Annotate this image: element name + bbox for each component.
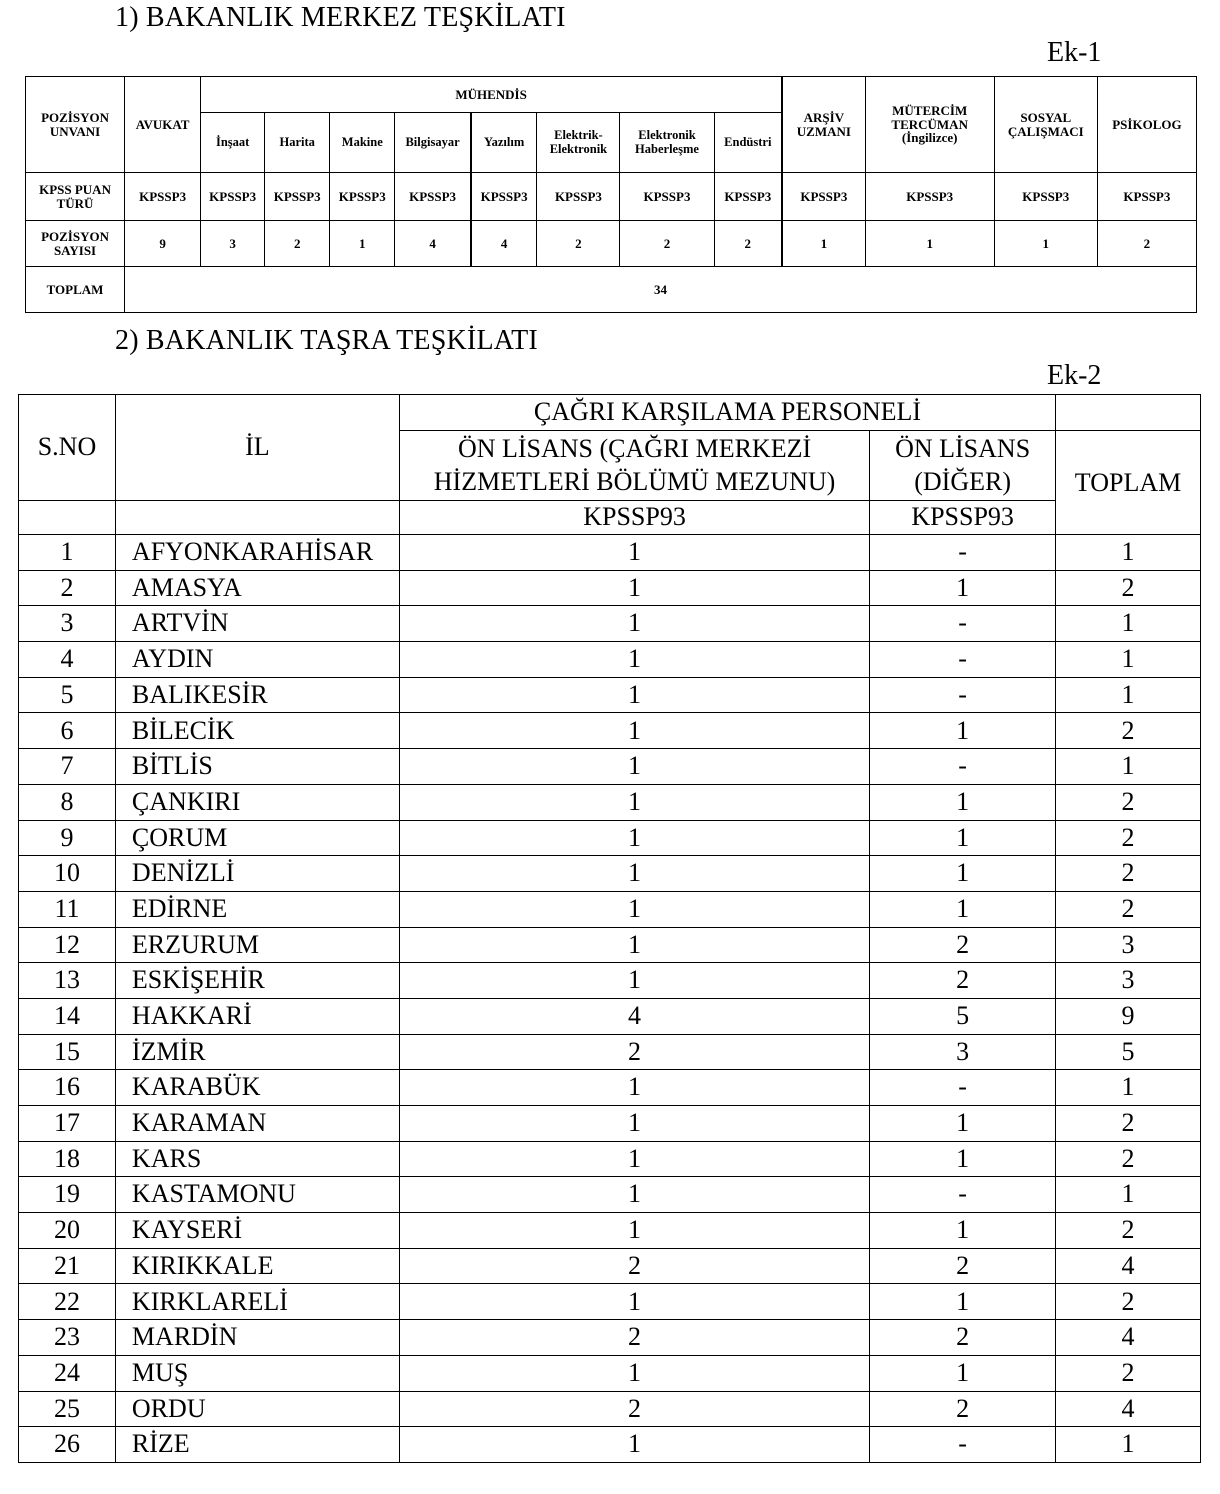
onlisans-diger-cell: 1: [870, 1213, 1056, 1249]
il-cell: AYDIN: [115, 642, 399, 678]
toplam-cell: 2: [1056, 1213, 1201, 1249]
position-count-cell: 2: [537, 221, 620, 267]
table-row: [19, 1213, 1201, 1249]
table-row: [19, 1141, 1201, 1177]
sno-cell: 23: [19, 1320, 116, 1356]
sno-cell: 6: [19, 713, 116, 749]
onlisans-cagri-cell: 1: [399, 891, 869, 927]
il-cell: EDİRNE: [115, 891, 399, 927]
toplam-cell: 2: [1056, 856, 1201, 892]
position-count-label: POZİSYON SAYISI: [26, 221, 125, 267]
onlisans-diger-cell: 2: [870, 1391, 1056, 1427]
kpss-cell: KPSSP3: [265, 173, 330, 221]
onlisans-diger-header: ÖN LİSANS (DİĞER): [870, 431, 1056, 501]
toplam-cell: 1: [1056, 606, 1201, 642]
sno-subheader-empty: [19, 501, 116, 535]
sno-cell: 21: [19, 1248, 116, 1284]
onlisans-cagri-cell: 1: [399, 1106, 869, 1142]
sno-cell: 16: [19, 1070, 116, 1106]
table-row: [19, 784, 1201, 820]
toplam-cell: 9: [1056, 998, 1201, 1034]
muhendis-subheader: Bilgisayar: [395, 113, 471, 173]
onlisans-cagri-cell: 1: [399, 1427, 869, 1463]
il-cell: ARTVİN: [115, 606, 399, 642]
position-count-cell: 2: [714, 221, 782, 267]
onlisans-cagri-cell: 1: [399, 784, 869, 820]
personnel-group-header: ÇAĞRI KARŞILAMA PERSONELİ: [399, 395, 1055, 431]
table-row: [19, 820, 1201, 856]
sno-cell: 2: [19, 570, 116, 606]
onlisans-diger-cell: -: [870, 606, 1056, 642]
sno-cell: 5: [19, 677, 116, 713]
il-cell: KAYSERİ: [115, 1213, 399, 1249]
table-row: [19, 998, 1201, 1034]
table-row: [19, 1106, 1201, 1142]
onlisans-cagri-cell: 1: [399, 535, 869, 571]
sno-cell: 7: [19, 749, 116, 785]
position-count-cell: 9: [125, 221, 201, 267]
toplam-cell: 1: [1056, 1070, 1201, 1106]
sno-header: S.NO: [19, 395, 116, 501]
table-row: [19, 1248, 1201, 1284]
onlisans-cagri-cell: 1: [399, 606, 869, 642]
onlisans-cagri-cell: 2: [399, 1320, 869, 1356]
onlisans-diger-cell: 2: [870, 1320, 1056, 1356]
kpss-cagri-header: KPSSP93: [399, 501, 869, 535]
il-cell: KASTAMONU: [115, 1177, 399, 1213]
onlisans-diger-cell: -: [870, 1070, 1056, 1106]
toplam-cell: 2: [1056, 1141, 1201, 1177]
sno-cell: 24: [19, 1355, 116, 1391]
toplam-cell: 4: [1056, 1248, 1201, 1284]
provincial-organization-table: [18, 394, 1201, 1463]
toplam-cell: 1: [1056, 535, 1201, 571]
onlisans-cagri-cell: 1: [399, 1141, 869, 1177]
onlisans-cagri-cell: 1: [399, 1177, 869, 1213]
table-row: [19, 1427, 1201, 1463]
table-row: [19, 1391, 1201, 1427]
position-count-cell: 1: [865, 221, 994, 267]
toplam-header: TOPLAM: [1056, 431, 1201, 535]
muhendis-subheader: Endüstri: [714, 113, 782, 173]
total-label: TOPLAM: [26, 267, 125, 313]
sno-cell: 4: [19, 642, 116, 678]
sno-cell: 17: [19, 1106, 116, 1142]
il-cell: BİLECİK: [115, 713, 399, 749]
onlisans-diger-cell: 5: [870, 998, 1056, 1034]
onlisans-diger-cell: -: [870, 1427, 1056, 1463]
onlisans-cagri-cell: 1: [399, 642, 869, 678]
avukat-header: AVUKAT: [125, 77, 201, 173]
sno-cell: 13: [19, 963, 116, 999]
sno-cell: 22: [19, 1284, 116, 1320]
toplam-cell: 2: [1056, 713, 1201, 749]
kpss-cell: KPSSP3: [201, 173, 265, 221]
sno-cell: 26: [19, 1427, 116, 1463]
sno-cell: 20: [19, 1213, 116, 1249]
il-cell: ORDU: [115, 1391, 399, 1427]
onlisans-cagri-cell: 1: [399, 856, 869, 892]
sosyal-calismaci-header: SOSYAL ÇALIŞMACI: [994, 77, 1097, 173]
position-count-cell: 1: [994, 221, 1097, 267]
onlisans-cagri-cell: 1: [399, 713, 869, 749]
kpss-cell: KPSSP3: [471, 173, 537, 221]
position-count-cell: 1: [782, 221, 865, 267]
onlisans-diger-cell: 2: [870, 963, 1056, 999]
central-organization-table: [25, 76, 1197, 313]
il-cell: HAKKARİ: [115, 998, 399, 1034]
il-cell: ÇORUM: [115, 820, 399, 856]
il-header: İL: [115, 395, 399, 501]
total-row: [26, 267, 1197, 313]
il-cell: ESKİŞEHİR: [115, 963, 399, 999]
table-row: [19, 1284, 1201, 1320]
table-row: [19, 963, 1201, 999]
arsiv-uzmani-header: ARŞİV UZMANI: [782, 77, 865, 173]
kpss-row-label: KPSS PUAN TÜRÜ: [26, 173, 125, 221]
kpss-cell: KPSSP3: [620, 173, 714, 221]
position-count-cell: 2: [620, 221, 714, 267]
toplam-cell: 5: [1056, 1034, 1201, 1070]
kpss-row: [26, 173, 1197, 221]
onlisans-cagri-cell: 1: [399, 749, 869, 785]
sno-cell: 14: [19, 998, 116, 1034]
toplam-cell: 2: [1056, 1355, 1201, 1391]
il-cell: RİZE: [115, 1427, 399, 1463]
table-row: [19, 1177, 1201, 1213]
il-cell: KIRKLARELİ: [115, 1284, 399, 1320]
il-cell: AMASYA: [115, 570, 399, 606]
table-row: [19, 891, 1201, 927]
il-cell: KARABÜK: [115, 1070, 399, 1106]
position-count-cell: 1: [330, 221, 395, 267]
toplam-header-top: [1056, 395, 1201, 431]
onlisans-cagri-header: ÖN LİSANS (ÇAĞRI MERKEZİ HİZMETLERİ BÖLÜMÜ MEZUNU): [399, 431, 869, 501]
sno-cell: 12: [19, 927, 116, 963]
sno-cell: 10: [19, 856, 116, 892]
il-cell: BALIKESİR: [115, 677, 399, 713]
onlisans-diger-cell: -: [870, 677, 1056, 713]
table-row: [19, 1320, 1201, 1356]
position-count-cell: 2: [265, 221, 330, 267]
toplam-cell: 2: [1056, 1284, 1201, 1320]
section2-annex-label: Ek-2: [1047, 360, 1102, 391]
onlisans-diger-cell: 1: [870, 856, 1056, 892]
il-cell: BİTLİS: [115, 749, 399, 785]
onlisans-cagri-cell: 1: [399, 1355, 869, 1391]
muhendis-subheader: Harita: [265, 113, 330, 173]
onlisans-cagri-cell: 1: [399, 1284, 869, 1320]
onlisans-cagri-cell: 4: [399, 998, 869, 1034]
toplam-cell: 3: [1056, 927, 1201, 963]
table-row: [19, 642, 1201, 678]
onlisans-cagri-cell: 1: [399, 820, 869, 856]
muhendis-subheader: Yazılım: [471, 113, 537, 173]
onlisans-diger-cell: 1: [870, 713, 1056, 749]
onlisans-cagri-cell: 2: [399, 1391, 869, 1427]
onlisans-diger-cell: -: [870, 535, 1056, 571]
toplam-cell: 1: [1056, 749, 1201, 785]
onlisans-diger-cell: 2: [870, 927, 1056, 963]
toplam-cell: 3: [1056, 963, 1201, 999]
muhendis-subheader: Elektronik Haberleşme: [620, 113, 714, 173]
kpss-cell: KPSSP3: [1097, 173, 1196, 221]
sno-cell: 19: [19, 1177, 116, 1213]
toplam-cell: 1: [1056, 1427, 1201, 1463]
sno-cell: 18: [19, 1141, 116, 1177]
position-count-row: [26, 221, 1197, 267]
kpss-cell: KPSSP3: [330, 173, 395, 221]
position-count-cell: 3: [201, 221, 265, 267]
toplam-cell: 1: [1056, 642, 1201, 678]
toplam-cell: 2: [1056, 570, 1201, 606]
toplam-cell: 1: [1056, 677, 1201, 713]
sno-cell: 11: [19, 891, 116, 927]
table-row: [19, 1070, 1201, 1106]
onlisans-cagri-cell: 1: [399, 1070, 869, 1106]
toplam-cell: 2: [1056, 891, 1201, 927]
section1-heading: 1) BAKANLIK MERKEZ TEŞKİLATI: [115, 2, 566, 33]
muhendis-group-header: MÜHENDİS: [201, 77, 782, 113]
sno-cell: 3: [19, 606, 116, 642]
muhendis-subheader: Elektrik- Elektronik: [537, 113, 620, 173]
onlisans-cagri-cell: 1: [399, 677, 869, 713]
il-cell: AFYONKARAHİSAR: [115, 535, 399, 571]
il-cell: KARS: [115, 1141, 399, 1177]
muhendis-subheader: Makine: [330, 113, 395, 173]
il-cell: İZMİR: [115, 1034, 399, 1070]
table-row: [19, 535, 1201, 571]
mutercim-header: MÜTERCİM TERCÜMAN (İngilizce): [865, 77, 994, 173]
kpss-cell: KPSSP3: [994, 173, 1097, 221]
il-subheader-empty: [115, 501, 399, 535]
onlisans-diger-cell: -: [870, 1177, 1056, 1213]
sno-cell: 1: [19, 535, 116, 571]
table-row: [19, 570, 1201, 606]
il-cell: DENİZLİ: [115, 856, 399, 892]
il-cell: MUŞ: [115, 1355, 399, 1391]
toplam-cell: 2: [1056, 820, 1201, 856]
sno-cell: 8: [19, 784, 116, 820]
sno-cell: 25: [19, 1391, 116, 1427]
onlisans-cagri-cell: 1: [399, 570, 869, 606]
onlisans-cagri-cell: 2: [399, 1034, 869, 1070]
toplam-cell: 4: [1056, 1320, 1201, 1356]
onlisans-diger-cell: 1: [870, 1141, 1056, 1177]
onlisans-diger-cell: -: [870, 642, 1056, 678]
kpss-cell: KPSSP3: [395, 173, 471, 221]
section1-annex-label: Ek-1: [1047, 37, 1102, 68]
onlisans-diger-cell: 3: [870, 1034, 1056, 1070]
onlisans-cagri-cell: 1: [399, 963, 869, 999]
toplam-cell: 1: [1056, 1177, 1201, 1213]
table-row: [19, 856, 1201, 892]
kpss-diger-header: KPSSP93: [870, 501, 1056, 535]
table-row: [19, 749, 1201, 785]
toplam-cell: 2: [1056, 784, 1201, 820]
il-cell: KARAMAN: [115, 1106, 399, 1142]
onlisans-diger-cell: 1: [870, 891, 1056, 927]
muhendis-subheader: İnşaat: [201, 113, 265, 173]
table-row: [19, 1034, 1201, 1070]
position-title-header: POZİSYON UNVANI: [26, 77, 125, 173]
onlisans-diger-cell: 1: [870, 1284, 1056, 1320]
total-value: 34: [125, 267, 1197, 313]
toplam-cell: 2: [1056, 1106, 1201, 1142]
psikolog-header: PSİKOLOG: [1097, 77, 1196, 173]
kpss-cell: KPSSP3: [782, 173, 865, 221]
position-count-cell: 4: [395, 221, 471, 267]
table-row: [19, 713, 1201, 749]
onlisans-diger-cell: -: [870, 749, 1056, 785]
table-row: [19, 927, 1201, 963]
onlisans-cagri-cell: 1: [399, 1213, 869, 1249]
sno-cell: 15: [19, 1034, 116, 1070]
onlisans-diger-cell: 1: [870, 570, 1056, 606]
onlisans-diger-cell: 1: [870, 820, 1056, 856]
il-cell: KIRIKKALE: [115, 1248, 399, 1284]
section2-heading: 2) BAKANLIK TAŞRA TEŞKİLATI: [115, 325, 538, 356]
onlisans-diger-cell: 1: [870, 1355, 1056, 1391]
kpss-cell: KPSSP3: [865, 173, 994, 221]
sno-cell: 9: [19, 820, 116, 856]
onlisans-diger-cell: 2: [870, 1248, 1056, 1284]
table-row: [19, 677, 1201, 713]
position-count-cell: 2: [1097, 221, 1196, 267]
onlisans-diger-cell: 1: [870, 1106, 1056, 1142]
onlisans-cagri-cell: 2: [399, 1248, 869, 1284]
kpss-cell: KPSSP3: [537, 173, 620, 221]
onlisans-cagri-cell: 1: [399, 927, 869, 963]
onlisans-diger-cell: 1: [870, 784, 1056, 820]
table-row: [19, 1355, 1201, 1391]
kpss-cell: KPSSP3: [714, 173, 782, 221]
position-count-cell: 4: [471, 221, 537, 267]
il-cell: ÇANKIRI: [115, 784, 399, 820]
kpss-cell: KPSSP3: [125, 173, 201, 221]
il-cell: ERZURUM: [115, 927, 399, 963]
il-cell: MARDİN: [115, 1320, 399, 1356]
table-row: [19, 606, 1201, 642]
toplam-cell: 4: [1056, 1391, 1201, 1427]
